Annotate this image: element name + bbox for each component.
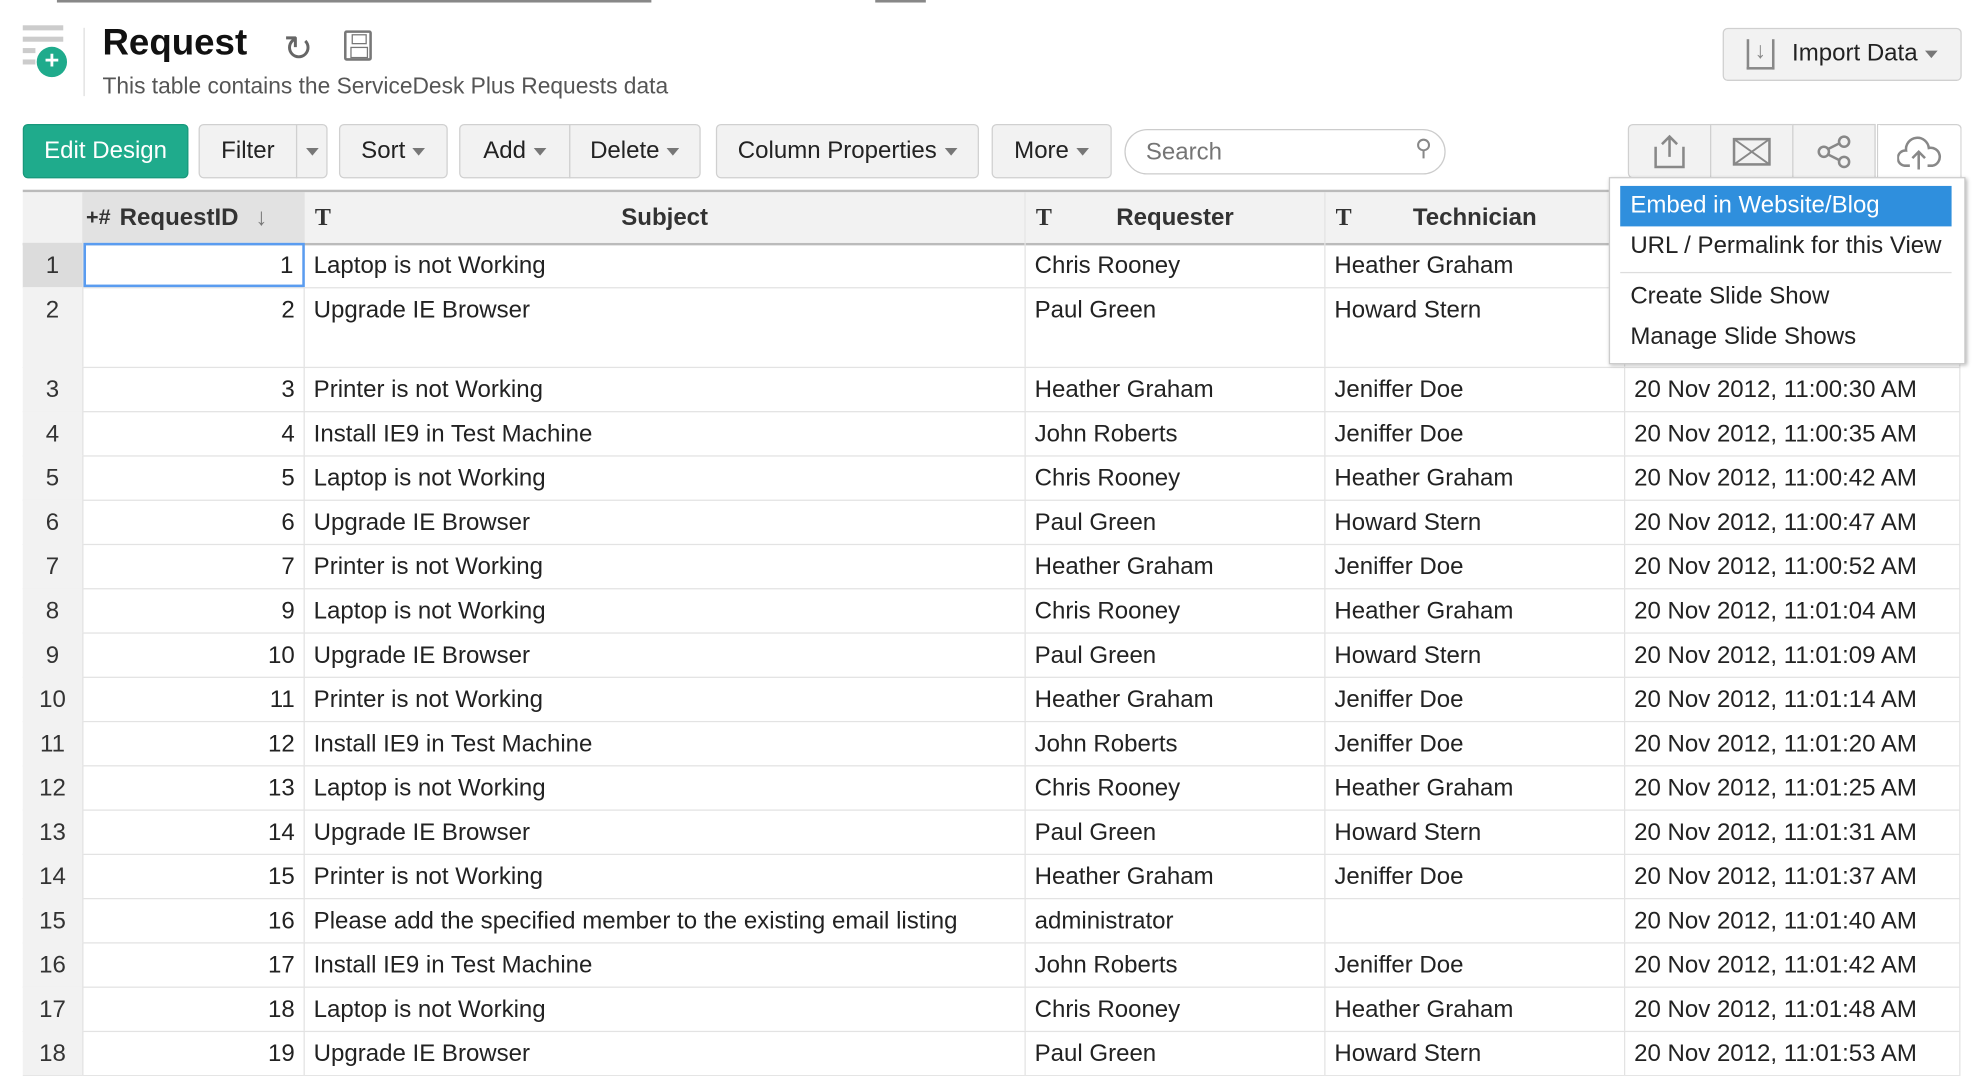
cell-date[interactable]: 20 Nov 2012, 11:01:48 AM	[1625, 987, 1960, 1031]
cell-requester[interactable]: Chris Rooney	[1026, 765, 1326, 809]
table-row[interactable]	[23, 588, 1961, 634]
column-properties-button[interactable]: Column Properties	[716, 124, 979, 178]
edit-design-button[interactable]: Edit Design	[23, 124, 189, 178]
menu-divider	[1620, 272, 1951, 273]
text-type-icon: T	[314, 204, 331, 232]
cell-subject[interactable]: Install IE9 in Test Machine	[305, 411, 1026, 455]
cell-subject[interactable]: Printer is not Working	[305, 367, 1026, 411]
sort-button[interactable]: Sort	[339, 124, 448, 178]
table-row[interactable]	[23, 809, 1961, 855]
import-data-button[interactable]: ↓ Import Data	[1723, 28, 1962, 81]
cell-date[interactable]: 20 Nov 2012, 11:00:52 AM	[1625, 544, 1960, 588]
table-row[interactable]	[23, 1031, 1961, 1076]
cell-requester[interactable]: Chris Rooney	[1026, 455, 1326, 499]
cell-date[interactable]: 20 Nov 2012, 11:01:04 AM	[1625, 588, 1960, 632]
cell-requestid[interactable]: 19	[83, 1031, 304, 1075]
table-row[interactable]	[23, 544, 1961, 590]
table-row[interactable]	[23, 411, 1961, 457]
cell-requester[interactable]: Paul Green	[1026, 287, 1326, 367]
cell-requester[interactable]: administrator	[1026, 898, 1326, 942]
cell-technician[interactable]	[1326, 898, 1626, 942]
email-button[interactable]	[1710, 124, 1793, 178]
row-number[interactable]: 15	[23, 898, 84, 942]
table-row[interactable]	[23, 898, 1961, 944]
page-title: Request	[102, 22, 248, 64]
cell-requester[interactable]: Heather Graham	[1026, 544, 1326, 588]
cloud-upload-icon	[1897, 135, 1943, 170]
row-number[interactable]: 12	[23, 765, 84, 809]
menu-item-manage-slideshows[interactable]: Manage Slide Shows	[1630, 323, 1857, 351]
table-row[interactable]	[23, 677, 1961, 723]
cell-subject[interactable]: Upgrade IE Browser	[305, 287, 1026, 367]
cell-subject[interactable]: Install IE9 in Test Machine	[305, 721, 1026, 765]
cell-subject[interactable]: Laptop is not Working	[305, 243, 1026, 287]
share-icon	[1814, 133, 1854, 168]
search-icon: ⚲	[1415, 135, 1432, 161]
cell-technician[interactable]: Howard Stern	[1326, 500, 1626, 544]
cell-requestid[interactable]: 10	[83, 632, 304, 676]
publish-button[interactable]	[1877, 124, 1962, 180]
cell-technician[interactable]: Jeniffer Doe	[1326, 411, 1626, 455]
cell-subject[interactable]: Laptop is not Working	[305, 765, 1026, 809]
menu-item-create-slideshow[interactable]: Create Slide Show	[1630, 283, 1830, 310]
delete-button[interactable]: Delete	[569, 124, 701, 178]
cell-subject[interactable]: Printer is not Working	[305, 677, 1026, 721]
cell-technician[interactable]: Howard Stern	[1326, 632, 1626, 676]
export-icon	[1651, 133, 1689, 168]
cell-requestid[interactable]: 7	[83, 544, 304, 588]
cell-requestid[interactable]: 11	[83, 677, 304, 721]
sort-desc-icon: ↓	[255, 204, 268, 232]
cell-requestid[interactable]: 17	[83, 942, 304, 986]
column-header-subject[interactable]: T Subject	[305, 192, 1026, 243]
tab-strip	[875, 0, 926, 3]
publish-menu	[1609, 177, 1966, 364]
cell-requestid[interactable]: 3	[83, 367, 304, 411]
page-subtitle: This table contains the ServiceDesk Plus Requests data	[102, 73, 669, 99]
table-row[interactable]	[23, 721, 1961, 767]
cell-subject[interactable]: Laptop is not Working	[305, 588, 1026, 632]
cell-subject[interactable]: Upgrade IE Browser	[305, 1031, 1026, 1075]
cell-date[interactable]: 20 Nov 2012, 11:01:37 AM	[1625, 854, 1960, 898]
cell-technician[interactable]: Heather Graham	[1326, 987, 1626, 1031]
cell-date[interactable]: 20 Nov 2012, 11:01:14 AM	[1625, 677, 1960, 721]
cell-requester[interactable]: John Roberts	[1026, 942, 1326, 986]
cell-subject[interactable]: Upgrade IE Browser	[305, 632, 1026, 676]
cell-date[interactable]: 20 Nov 2012, 11:01:40 AM	[1625, 898, 1960, 942]
cell-requestid[interactable]: 6	[83, 500, 304, 544]
row-number-header	[23, 192, 84, 243]
row-number[interactable]: 4	[23, 411, 84, 455]
cell-date[interactable]: 20 Nov 2012, 11:00:30 AM	[1625, 367, 1960, 411]
cell-requestid[interactable]: 9	[83, 588, 304, 632]
table-row[interactable]	[23, 987, 1961, 1033]
cell-requester[interactable]: John Roberts	[1026, 411, 1326, 455]
cell-subject[interactable]: Upgrade IE Browser	[305, 809, 1026, 853]
row-number[interactable]: 7	[23, 544, 84, 588]
cell-technician[interactable]: Jeniffer Doe	[1326, 942, 1626, 986]
number-type-icon: +#	[86, 204, 111, 229]
more-button[interactable]: More	[992, 124, 1112, 178]
table-icon: +	[23, 25, 74, 81]
cell-subject[interactable]: Printer is not Working	[305, 854, 1026, 898]
cell-date[interactable]: 20 Nov 2012, 11:01:53 AM	[1625, 1031, 1960, 1075]
cell-technician[interactable]: Jeniffer Doe	[1326, 367, 1626, 411]
cell-requester[interactable]: Paul Green	[1026, 1031, 1326, 1075]
cell-technician[interactable]: Howard Stern	[1326, 287, 1626, 367]
cell-subject[interactable]: Laptop is not Working	[305, 455, 1026, 499]
filter-button[interactable]: Filter	[199, 124, 298, 178]
tab-strip	[57, 0, 651, 3]
cell-requestid[interactable]: 18	[83, 987, 304, 1031]
cell-requestid[interactable]: 16	[83, 898, 304, 942]
refresh-icon[interactable]: ↻	[283, 29, 313, 69]
import-icon: ↓	[1747, 39, 1775, 69]
row-number[interactable]: 2	[23, 287, 84, 367]
cell-requestid[interactable]: 13	[83, 765, 304, 809]
row-number[interactable]: 8	[23, 588, 84, 632]
cell-requester[interactable]: Heather Graham	[1026, 677, 1326, 721]
cell-technician[interactable]: Heather Graham	[1326, 455, 1626, 499]
cell-requestid[interactable]: 4	[83, 411, 304, 455]
filter-dropdown[interactable]	[296, 124, 328, 178]
cell-date[interactable]: 20 Nov 2012, 11:00:35 AM	[1625, 411, 1960, 455]
cell-subject[interactable]: Install IE9 in Test Machine	[305, 942, 1026, 986]
row-number[interactable]: 11	[23, 721, 84, 765]
cell-requestid[interactable]: 14	[83, 809, 304, 853]
cell-requester[interactable]: Chris Rooney	[1026, 987, 1326, 1031]
save-icon[interactable]	[344, 30, 372, 60]
table-row[interactable]	[23, 765, 1961, 811]
cell-requestid[interactable]: 12	[83, 721, 304, 765]
row-number[interactable]: 18	[23, 1031, 84, 1075]
menu-item-permalink[interactable]: URL / Permalink for this View	[1630, 232, 1942, 260]
cell-requester[interactable]: Chris Rooney	[1026, 243, 1326, 287]
row-number[interactable]: 6	[23, 500, 84, 544]
column-header-technician[interactable]: T Technician	[1326, 192, 1626, 243]
cell-requestid[interactable]: 2	[83, 287, 304, 367]
cell-technician[interactable]: Heather Graham	[1326, 765, 1626, 809]
row-number[interactable]: 3	[23, 367, 84, 411]
row-number[interactable]: 14	[23, 854, 84, 898]
cell-requester[interactable]: Paul Green	[1026, 809, 1326, 853]
cell-requester[interactable]: John Roberts	[1026, 721, 1326, 765]
cell-subject[interactable]: Printer is not Working	[305, 544, 1026, 588]
cell-requestid[interactable]: 1	[83, 243, 304, 287]
table-row[interactable]	[23, 367, 1961, 413]
row-number[interactable]: 16	[23, 942, 84, 986]
cell-subject[interactable]: Upgrade IE Browser	[305, 500, 1026, 544]
cell-requester[interactable]: Paul Green	[1026, 632, 1326, 676]
cell-technician[interactable]: Jeniffer Doe	[1326, 544, 1626, 588]
chevron-down-icon	[305, 147, 318, 155]
cell-date[interactable]: 20 Nov 2012, 11:01:09 AM	[1625, 632, 1960, 676]
row-number[interactable]: 5	[23, 455, 84, 499]
share-button[interactable]	[1792, 124, 1875, 178]
row-number[interactable]: 10	[23, 677, 84, 721]
cell-technician[interactable]: Jeniffer Doe	[1326, 721, 1626, 765]
row-number[interactable]: 1	[23, 243, 84, 287]
cell-date[interactable]: 20 Nov 2012, 11:01:42 AM	[1625, 942, 1960, 986]
cell-requester[interactable]: Heather Graham	[1026, 854, 1326, 898]
cell-date[interactable]: 20 Nov 2012, 11:01:31 AM	[1625, 809, 1960, 853]
row-number[interactable]: 17	[23, 987, 84, 1031]
cell-subject[interactable]: Please add the specified member to the existing email listing	[305, 898, 1026, 942]
cell-requester[interactable]: Paul Green	[1026, 500, 1326, 544]
table-row[interactable]	[23, 500, 1961, 546]
table-row[interactable]	[23, 942, 1961, 988]
table-row[interactable]	[23, 632, 1961, 678]
cell-subject[interactable]: Laptop is not Working	[305, 987, 1026, 1031]
export-button[interactable]	[1628, 124, 1711, 178]
cell-requester[interactable]: Chris Rooney	[1026, 588, 1326, 632]
cell-date[interactable]: 20 Nov 2012, 11:01:20 AM	[1625, 721, 1960, 765]
mail-icon	[1732, 135, 1772, 168]
table-row[interactable]	[23, 455, 1961, 501]
cell-requester[interactable]: Heather Graham	[1026, 367, 1326, 411]
cell-requestid[interactable]: 15	[83, 854, 304, 898]
row-number[interactable]: 13	[23, 809, 84, 853]
row-number[interactable]: 9	[23, 632, 84, 676]
cell-date[interactable]: 20 Nov 2012, 11:01:25 AM	[1625, 765, 1960, 809]
search-box[interactable]	[1124, 129, 1445, 175]
cell-technician[interactable]: Heather Graham	[1326, 588, 1626, 632]
cell-date[interactable]: 20 Nov 2012, 11:00:47 AM	[1625, 500, 1960, 544]
table-row[interactable]	[23, 854, 1961, 900]
search-input[interactable]	[1143, 137, 1401, 170]
column-header-requester[interactable]: T Requester	[1026, 192, 1326, 243]
add-button[interactable]: Add	[459, 124, 570, 178]
menu-item-embed[interactable]: Embed in Website/Blog	[1620, 186, 1951, 226]
cell-requestid[interactable]: 5	[83, 455, 304, 499]
cell-technician[interactable]: Jeniffer Doe	[1326, 677, 1626, 721]
cell-date[interactable]: 20 Nov 2012, 11:00:42 AM	[1625, 455, 1960, 499]
column-header-requestid[interactable]: +# RequestID ↓	[83, 192, 304, 243]
cell-technician[interactable]: Heather Graham	[1326, 243, 1626, 287]
cell-technician[interactable]: Howard Stern	[1326, 809, 1626, 853]
text-type-icon: T	[1335, 204, 1352, 232]
text-type-icon: T	[1035, 204, 1052, 232]
cell-technician[interactable]: Howard Stern	[1326, 1031, 1626, 1075]
cell-technician[interactable]: Jeniffer Doe	[1326, 854, 1626, 898]
